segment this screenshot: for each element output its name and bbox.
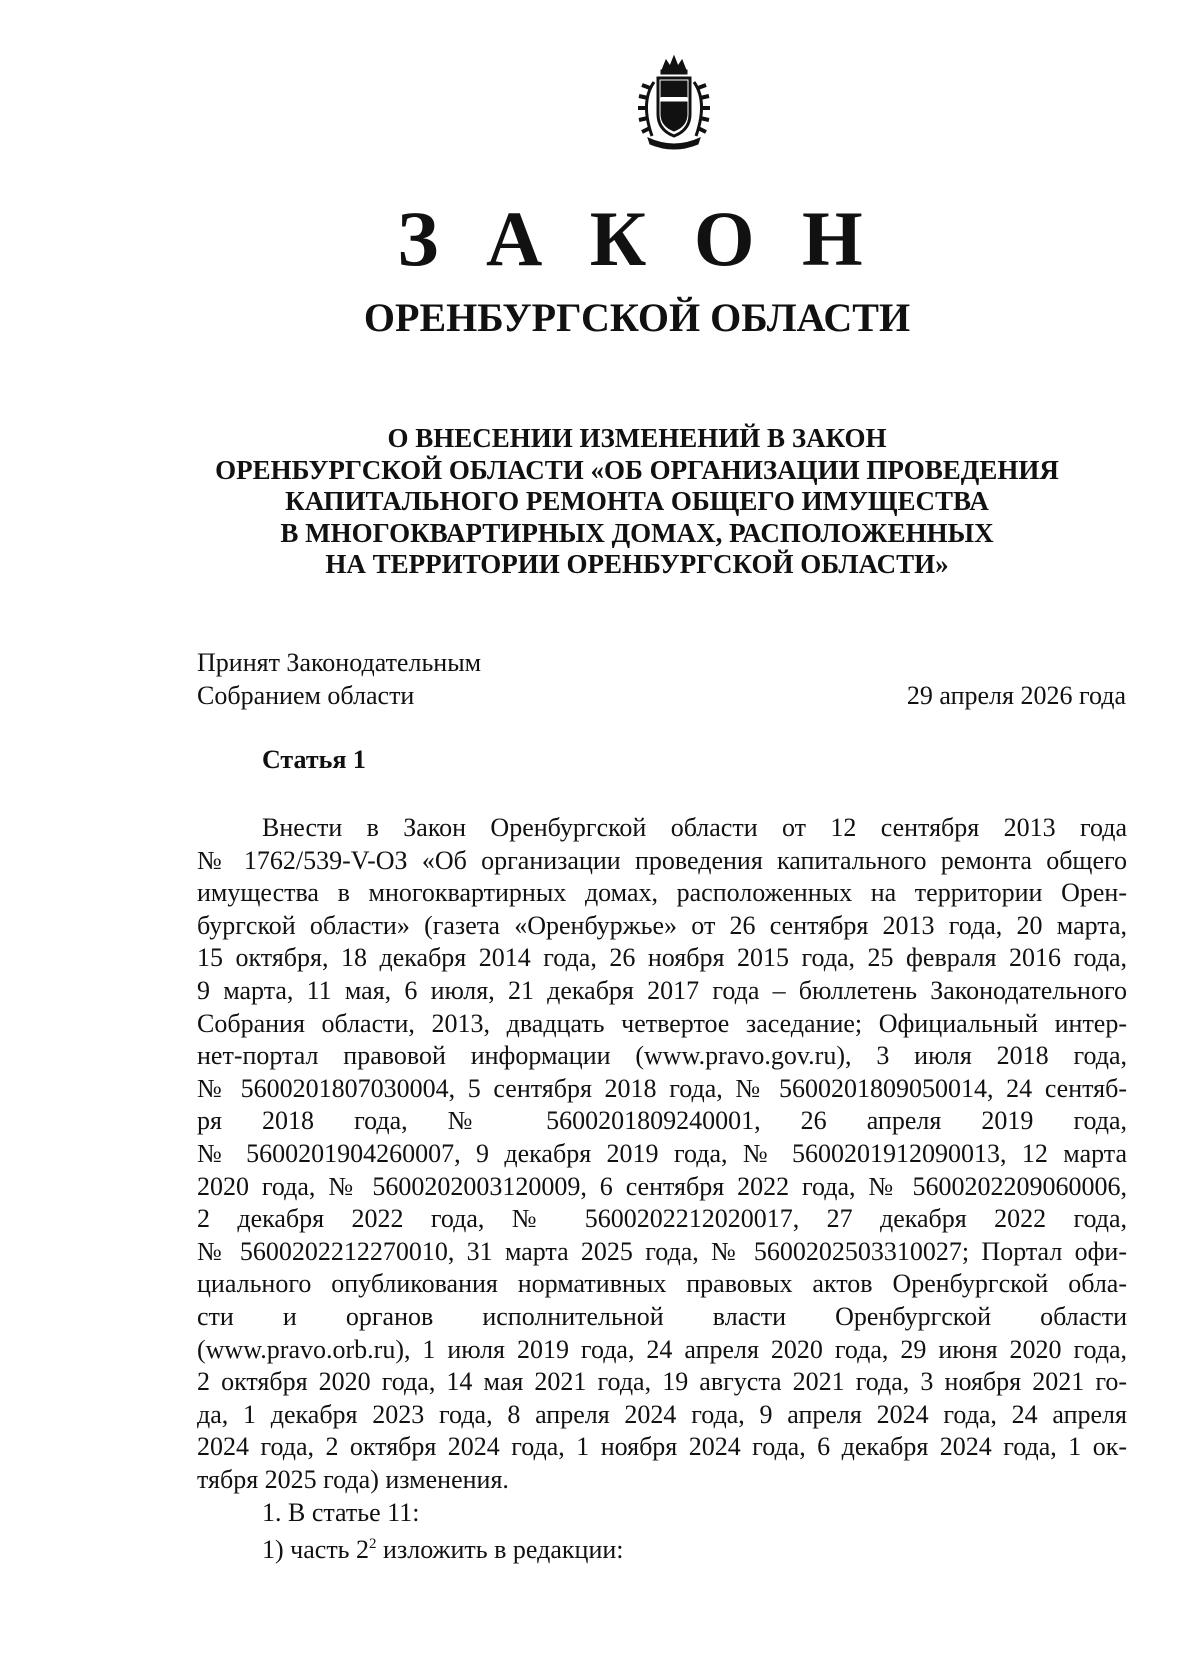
body-line: № 5600202212270010, 31 марта 2025 года, № 5600202503310027; Портал офи- — [197, 1236, 1127, 1266]
body-line: имущества в многоквартирных домах, расположенных на территории Орен- — [197, 878, 1127, 908]
subject-line: ОРЕНБУРГСКОЙ ОБЛАСТИ «ОБ ОРГАНИЗАЦИИ ПРОВЕДЕНИЯ — [215, 454, 1059, 485]
superscript: 2 — [369, 1536, 377, 1552]
subject-line: О ВНЕСЕНИИ ИЗМЕНЕНИЙ В ЗАКОН — [387, 423, 887, 453]
body-line: сти и органов исполнительной власти Оренбургской области — [197, 1301, 1127, 1331]
oblast-coat-of-arms-icon — [628, 52, 720, 154]
body-line: 9 марта, 11 мая, 6 июля, 21 декабря 2017 года – бюллетень Законодательного — [197, 975, 1127, 1005]
body-line: Внести в Закон Оренбургской области от 12 сентября 2013 года — [262, 813, 1127, 842]
body-line: № 1762/539-V-ОЗ «Об организации проведения капитального ремонта общего — [197, 845, 1127, 875]
adoption-line: Собранием области — [197, 681, 415, 710]
list-item: 1. В статье 11: — [262, 1498, 420, 1527]
article-heading: Статья 1 — [262, 745, 366, 774]
adoption-date: 29 апреля 2026 года — [906, 681, 1126, 710]
body-line: Собрания области, 2013, двадцать четвертое заседание; Официальный интер- — [197, 1008, 1127, 1038]
body-line: 2 декабря 2022 года, № 5600202212020017, 27 декабря 2022 года, — [197, 1204, 1127, 1234]
list-item-text: 1) часть 2 — [262, 1535, 370, 1564]
subject-line: КАПИТАЛЬНОГО РЕМОНТА ОБЩЕГО ИМУЩЕСТВА — [285, 486, 989, 516]
body-line: циального опубликования нормативных правовых актов Оренбургской обла- — [197, 1269, 1127, 1299]
region-name: ОРЕНБУРГСКОЙ ОБЛАСТИ — [363, 295, 911, 340]
body-line: 2024 года, 2 октября 2024 года, 1 ноября 2024 года, 6 декабря 2024 года, 1 ок- — [197, 1432, 1127, 1462]
body-line: да, 1 декабря 2023 года, 8 апреля 2024 года, 9 апреля 2024 года, 24 апреля — [197, 1399, 1127, 1429]
body-line: нет-портал правовой информации (www.pravo.gov.ru), 3 июля 2018 года, — [197, 1041, 1127, 1071]
law-title: З А К О Н — [397, 195, 877, 282]
adoption-note — [197, 646, 481, 712]
body-line: бургской области» (газета «Оренбуржье» от 26 сентября 2013 года, 20 марта, — [197, 910, 1127, 940]
body-line: 2020 года, № 5600202003120009, 6 сентября 2022 года, № 5600202209060006, — [197, 1171, 1127, 1201]
body-line: № 5600201807030004, 5 сентября 2018 года, № 5600201809050014, 24 сентяб- — [197, 1073, 1127, 1103]
article-body — [197, 812, 1127, 1496]
body-line: тября 2025 года) изменения. — [197, 1464, 509, 1494]
list-item-text: изложить в редакции: — [376, 1535, 624, 1564]
body-line: (www.pravo.orb.ru), 1 июля 2019 года, 24 апреля 2020 года, 29 июня 2020 года, — [197, 1334, 1127, 1364]
subject-line: НА ТЕРРИТОРИИ ОРЕНБУРГСКОЙ ОБЛАСТИ» — [325, 549, 949, 579]
list-item — [262, 1533, 624, 1566]
subject-line: В МНОГОКВАРТИРНЫХ ДОМАХ, РАСПОЛОЖЕННЫХ — [280, 517, 994, 548]
body-line: № 5600201904260007, 9 декабря 2019 года, № 5600201912090013, 12 марта — [197, 1138, 1127, 1168]
adoption-line: Принят Законодательным — [197, 648, 482, 677]
law-subject — [0, 423, 1200, 581]
body-line: 2 октября 2020 года, 14 мая 2021 года, 19 августа 2021 года, 3 ноября 2021 го- — [197, 1367, 1127, 1397]
body-line: ря 2018 года, № 5600201809240001, 26 апреля 2019 года, — [197, 1106, 1127, 1136]
body-line: 15 октября, 18 декабря 2014 года, 26 ноября 2015 года, 25 февраля 2016 года, — [197, 943, 1127, 973]
